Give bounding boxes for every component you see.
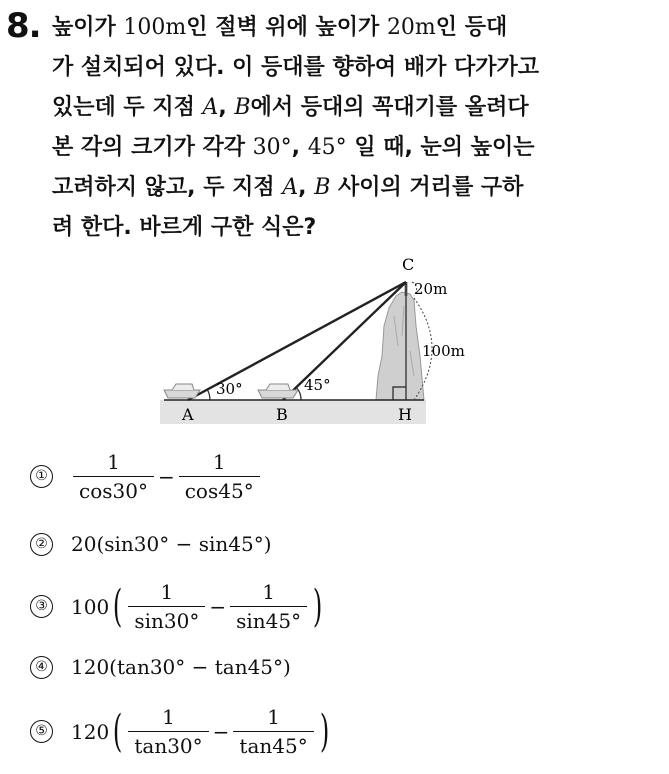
label-b: B — [276, 405, 288, 424]
stem-text: , — [218, 95, 235, 120]
point-b: B — [234, 95, 251, 120]
option-4[interactable] — [30, 655, 291, 679]
option-marker: ② — [30, 533, 53, 556]
stem-line-5 — [52, 168, 652, 208]
minus-sign: − — [212, 719, 230, 744]
stem-text: 에서 등대의 꼭대기를 올려다 — [250, 95, 529, 120]
point-b: B — [314, 175, 331, 200]
stem-text: 높이가 — [52, 15, 124, 40]
angle-45: 45° — [307, 135, 347, 160]
option-marker: ① — [30, 465, 53, 488]
fraction: $\frac{1}{\cos 30^\circ}$ — [73, 450, 154, 503]
point-a: A — [282, 175, 299, 200]
option-3[interactable] — [30, 580, 326, 633]
label-h: H — [398, 405, 412, 424]
fraction: $\frac{1}{\sin 30^\circ}$ — [128, 580, 205, 633]
stem-text: , — [291, 135, 308, 160]
angle-label-30: 30° — [216, 380, 243, 398]
angle-30: 30° — [252, 135, 292, 160]
point-a: A — [202, 95, 219, 120]
left-paren: ( — [113, 580, 123, 632]
length-label-100m: 100m — [422, 342, 465, 360]
stem-text: 일 때, 눈의 높이는 — [346, 135, 535, 160]
label-a: A — [182, 405, 194, 424]
stem-text: 있는데 두 지점 — [52, 95, 203, 120]
stem-line-1 — [52, 8, 652, 48]
stem-line-6 — [52, 208, 652, 248]
question-number: 8. — [6, 6, 41, 46]
option-marker: ③ — [30, 595, 53, 618]
lighthouse-height: 20m — [386, 15, 436, 40]
stem-line-4 — [52, 128, 652, 168]
fraction: $\frac{1}{\tan 45^\circ}$ — [233, 705, 313, 758]
question-stem — [52, 8, 652, 248]
boat-a-icon — [164, 384, 200, 398]
stem-text: , — [298, 175, 315, 200]
option-expression: 20(sin30° − sin45°) — [71, 532, 272, 556]
right-paren: ) — [319, 705, 330, 757]
lighthouse-diagram — [158, 255, 465, 431]
option-marker: ④ — [30, 656, 53, 679]
coefficient: 100 — [71, 594, 110, 619]
cliff-height: 100m — [123, 15, 187, 40]
fraction: $\frac{1}{\sin 45^\circ}$ — [230, 580, 307, 633]
coefficient: 120 — [71, 719, 110, 744]
option-expression: 120(tan30° − tan45°) — [71, 655, 291, 679]
stem-text: 본 각의 크기가 각각 — [52, 135, 253, 160]
boat-b-icon — [258, 384, 298, 398]
label-c: C — [402, 255, 415, 274]
water — [160, 400, 426, 424]
right-paren: ) — [312, 580, 323, 632]
stem-text: 인 등대 — [435, 15, 508, 40]
option-1[interactable] — [30, 450, 262, 503]
minus-sign: − — [157, 464, 175, 489]
stem-line-3 — [52, 88, 652, 128]
stem-text: 려 한다. 바르게 구한 식은? — [52, 215, 317, 240]
stem-text: 가 설치되어 있다. 이 등대를 향하여 배가 다가가고 — [52, 55, 540, 80]
option-5[interactable] — [30, 705, 333, 758]
fraction: $\frac{1}{\tan 30^\circ}$ — [128, 705, 208, 758]
stem-text: 사이의 거리를 구하 — [330, 175, 524, 200]
minus-sign: − — [209, 594, 227, 619]
angle-label-45: 45° — [304, 376, 331, 394]
stem-line-2 — [52, 48, 652, 88]
cliff — [376, 292, 424, 400]
option-2[interactable] — [30, 532, 272, 556]
length-label-20m: 20m — [414, 280, 448, 298]
fraction: $\frac{1}{\cos 45^\circ}$ — [179, 450, 260, 503]
stem-text: 고려하지 않고, 두 지점 — [52, 175, 283, 200]
left-paren: ( — [113, 705, 123, 757]
stem-text: 인 절벽 위에 높이가 — [186, 15, 387, 40]
option-marker: ⑤ — [30, 720, 53, 743]
